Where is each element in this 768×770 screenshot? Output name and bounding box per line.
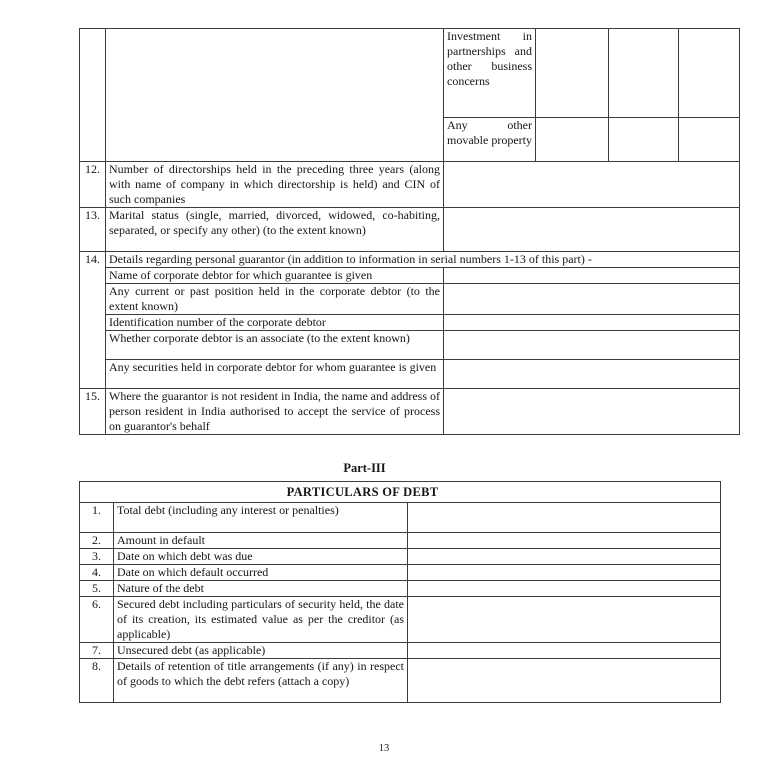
serial-number: 13. [80,208,106,252]
serial-number: 6. [80,597,114,643]
row-description: Where the guarantor is not resident in India, the name and address of person resident in India authorised to accept the service of process on guarantor's behalf [106,389,444,435]
table-row-15 [80,389,740,435]
serial-number: 7. [80,643,114,659]
value-cell-empty [609,118,679,162]
answer-cell-empty [408,581,721,597]
value-cell-empty [536,29,609,118]
serial-number: 8. [80,659,114,703]
debt-row-1 [80,503,721,533]
subrow-description: Any current or past position held in the corporate debtor (to the extent known) [106,284,444,315]
answer-cell-empty [408,549,721,565]
answer-cell-empty [408,533,721,549]
answer-cell-empty [444,315,740,331]
row-description: Amount in default [114,533,408,549]
debt-row-5 [80,581,721,597]
value-cell-empty [609,29,679,118]
answer-cell-empty [408,565,721,581]
table-row-12 [80,162,740,208]
table-subrow [80,284,740,315]
debt-row-2 [80,533,721,549]
serial-number: 4. [80,565,114,581]
debt-row-7 [80,643,721,659]
row-description: Nature of the debt [114,581,408,597]
row-description: Total debt (including any interest or penalties) [114,503,408,533]
subrow-description: Any securities held in corporate debtor for whom guarantee is given [106,360,444,389]
table-row-14-header [80,252,740,268]
answer-cell-empty [408,597,721,643]
table-subrow [80,360,740,389]
serial-number: 5. [80,581,114,597]
table-subrow [80,331,740,360]
row-description: Unsecured debt (as applicable) [114,643,408,659]
debt-row-4 [80,565,721,581]
serial-number: 1. [80,503,114,533]
table-title-row [80,482,721,503]
subrow-description: Name of corporate debtor for which guarantee is given [106,268,444,284]
value-cell-empty [536,118,609,162]
asset-category-label: Any other movable property [444,118,536,162]
row-description: Secured debt including particulars of security held, the date of its creation, its estimated value as per the creditor (as applicable) [114,597,408,643]
serial-number: 15. [80,389,106,435]
row-description: Details regarding personal guarantor (in addition to information in serial numbers 1-13 of this part) - [106,252,740,268]
table-row-13 [80,208,740,252]
page-number: 13 [378,743,390,754]
answer-cell-empty [444,331,740,360]
debt-row-3 [80,549,721,565]
serial-cell-empty [80,29,106,162]
serial-number: 12. [80,162,106,208]
table-subrow [80,268,740,284]
answer-cell-empty [444,360,740,389]
answer-cell-empty [444,162,740,208]
row-description: Number of directorships held in the preceding three years (along with name of company in which directorship is held) and CIN of such companies [106,162,444,208]
serial-number: 3. [80,549,114,565]
row-description: Date on which default occurred [114,565,408,581]
part3-heading: Part-III [343,461,386,475]
particulars-of-debt-table [79,481,721,703]
answer-cell-empty [408,659,721,703]
table-subrow [80,315,740,331]
value-cell-empty [679,118,740,162]
debt-row-6 [80,597,721,643]
answer-cell-empty [444,284,740,315]
asset-category-label: Investment in partnerships and other business concerns [444,29,536,118]
answer-cell-empty [444,268,740,284]
table-title: PARTICULARS OF DEBT [80,482,721,503]
answer-cell-empty [444,208,740,252]
description-cell-empty [106,29,444,162]
personal-particulars-table [79,28,740,435]
answer-cell-empty [444,389,740,435]
answer-cell-empty [408,503,721,533]
subrow-description: Whether corporate debtor is an associate (to the extent known) [106,331,444,360]
serial-number: 2. [80,533,114,549]
subrow-description: Identification number of the corporate debtor [106,315,444,331]
debt-row-8 [80,659,721,703]
value-cell-empty [679,29,740,118]
answer-cell-empty [408,643,721,659]
table-row [80,29,740,118]
serial-number: 14. [80,252,106,389]
row-description: Date on which debt was due [114,549,408,565]
row-description: Details of retention of title arrangements (if any) in respect of goods to which the debt refers (attach a copy) [114,659,408,703]
row-description: Marital status (single, married, divorced, widowed, co-habiting, separated, or specify any other) (to the extent known) [106,208,444,252]
